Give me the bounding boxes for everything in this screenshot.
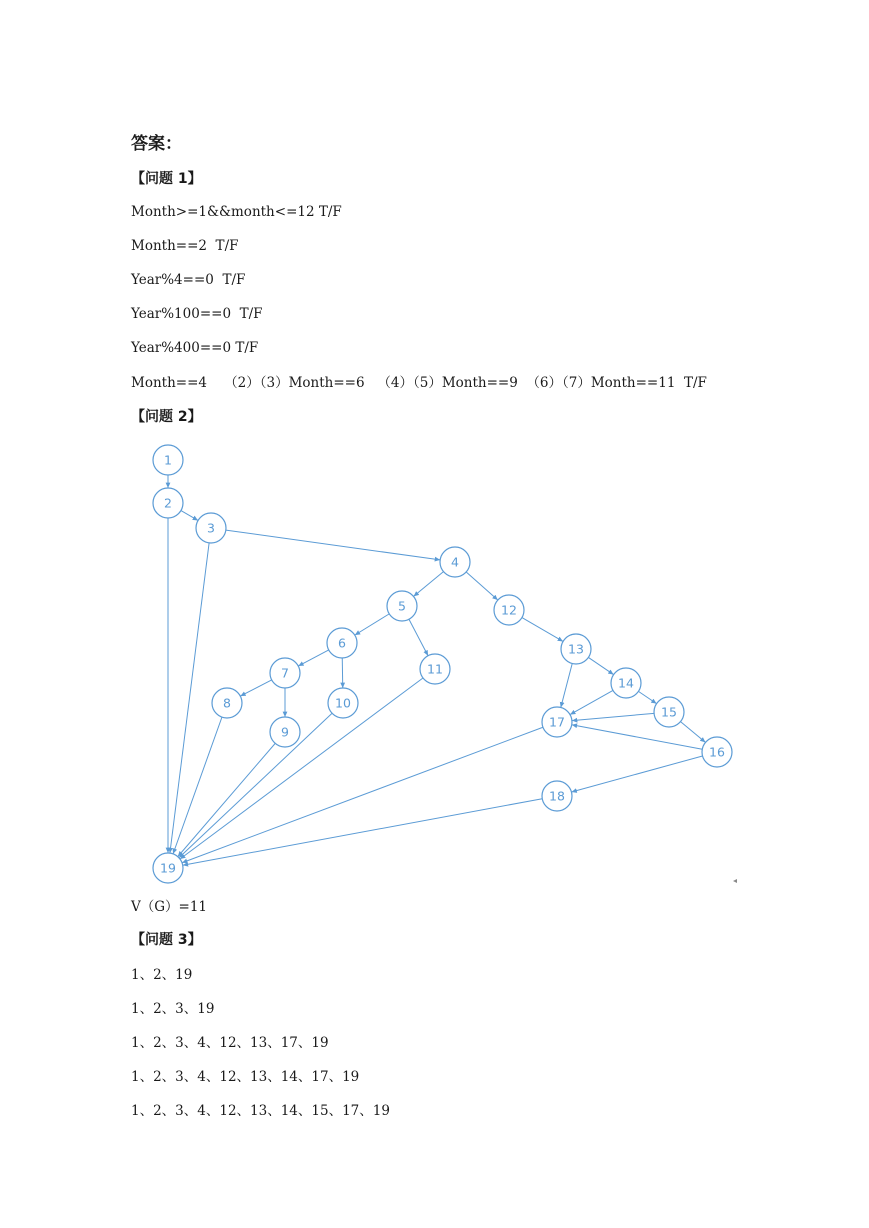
node-label: 4 [451, 554, 459, 570]
question-2-heading: 【问题 2】 [131, 409, 202, 425]
node-14 [611, 668, 641, 698]
edge-16-17 [572, 725, 703, 749]
q1-condition-line: Year%400==0 T/F [131, 340, 259, 356]
node-label: 3 [207, 520, 215, 536]
q1-condition-line: Month==2 T/F [131, 238, 239, 254]
question-3-heading: 【问题 3】 [131, 932, 202, 948]
node-label: 13 [568, 641, 584, 657]
node-12 [494, 595, 524, 625]
q3-path-line: 1、2、19 [131, 967, 193, 983]
edge-14-15 [638, 691, 656, 703]
node-label: 8 [223, 695, 231, 711]
answer-title: 答案： [131, 134, 182, 154]
edge-4-12 [466, 572, 498, 600]
q3-path-line: 1、2、3、19 [131, 1001, 215, 1017]
q3-path-line: 1、2、3、4、12、13、14、17、19 [131, 1069, 360, 1085]
node-19 [153, 853, 183, 883]
q1-condition-line: Year%100==0 T/F [131, 306, 263, 322]
edge-5-11 [409, 619, 428, 655]
small-arrow-mark [733, 879, 737, 883]
node-label: 10 [335, 695, 351, 711]
edge-6-7 [298, 650, 328, 666]
node-6 [327, 628, 357, 658]
q3-path-line: 1、2、3、4、12、13、17、19 [131, 1035, 329, 1051]
node-4 [440, 547, 470, 577]
q3-path-line: 1、2、3、4、12、13、14、15、17、19 [131, 1103, 390, 1119]
node-13 [561, 634, 591, 664]
node-3 [196, 513, 226, 543]
node-1 [153, 445, 183, 475]
node-16 [702, 737, 732, 767]
edge-7-8 [240, 680, 271, 696]
edge-15-17 [572, 713, 654, 720]
edge-10-19 [179, 713, 332, 857]
edge-6-10 [342, 658, 343, 688]
node-5 [387, 591, 417, 621]
node-label: 11 [427, 661, 443, 677]
q1-condition-line: Month>=1&&month<=12 T/F [131, 204, 342, 220]
edge-13-17 [561, 664, 572, 708]
edge-17-19 [182, 724, 543, 862]
q1-condition-line: Month==4 （2）（3）Month==6 （4）（5）Month==9 （6）（7）Month==11 T/F [131, 375, 707, 391]
node-label: 1 [164, 452, 172, 468]
edge-4-5 [414, 572, 444, 597]
node-label: 6 [338, 635, 346, 651]
edge-16-18 [571, 756, 702, 792]
edge-12-13 [522, 618, 563, 642]
node-9 [270, 717, 300, 747]
node-11 [420, 654, 450, 684]
edge-13-14 [588, 657, 613, 674]
question-1-heading: 【问题 1】 [131, 171, 202, 187]
node-label: 14 [618, 675, 634, 691]
q1-condition-line: Year%4==0 T/F [131, 272, 246, 288]
node-10 [328, 688, 358, 718]
edge-5-6 [355, 614, 389, 635]
node-label: 7 [281, 665, 289, 681]
node-label: 12 [501, 602, 517, 618]
edge-3-4 [226, 530, 440, 560]
node-17 [542, 707, 572, 737]
node-label: 18 [549, 788, 565, 804]
edge-18-19 [183, 799, 543, 866]
node-label: 9 [281, 724, 289, 740]
node-8 [212, 688, 242, 718]
node-label: 15 [661, 704, 677, 720]
edge-2-3 [181, 511, 198, 521]
node-7 [270, 658, 300, 688]
node-18 [542, 781, 572, 811]
cyclomatic-complexity: V（G）=11 [131, 899, 208, 915]
node-label: 16 [709, 744, 725, 760]
node-2 [153, 488, 183, 518]
node-15 [654, 697, 684, 727]
edge-14-17 [570, 690, 613, 714]
node-label: 2 [164, 495, 172, 511]
node-label: 19 [160, 860, 176, 876]
edge-15-16 [681, 722, 706, 743]
node-label: 5 [398, 598, 406, 614]
node-label: 17 [549, 714, 565, 730]
